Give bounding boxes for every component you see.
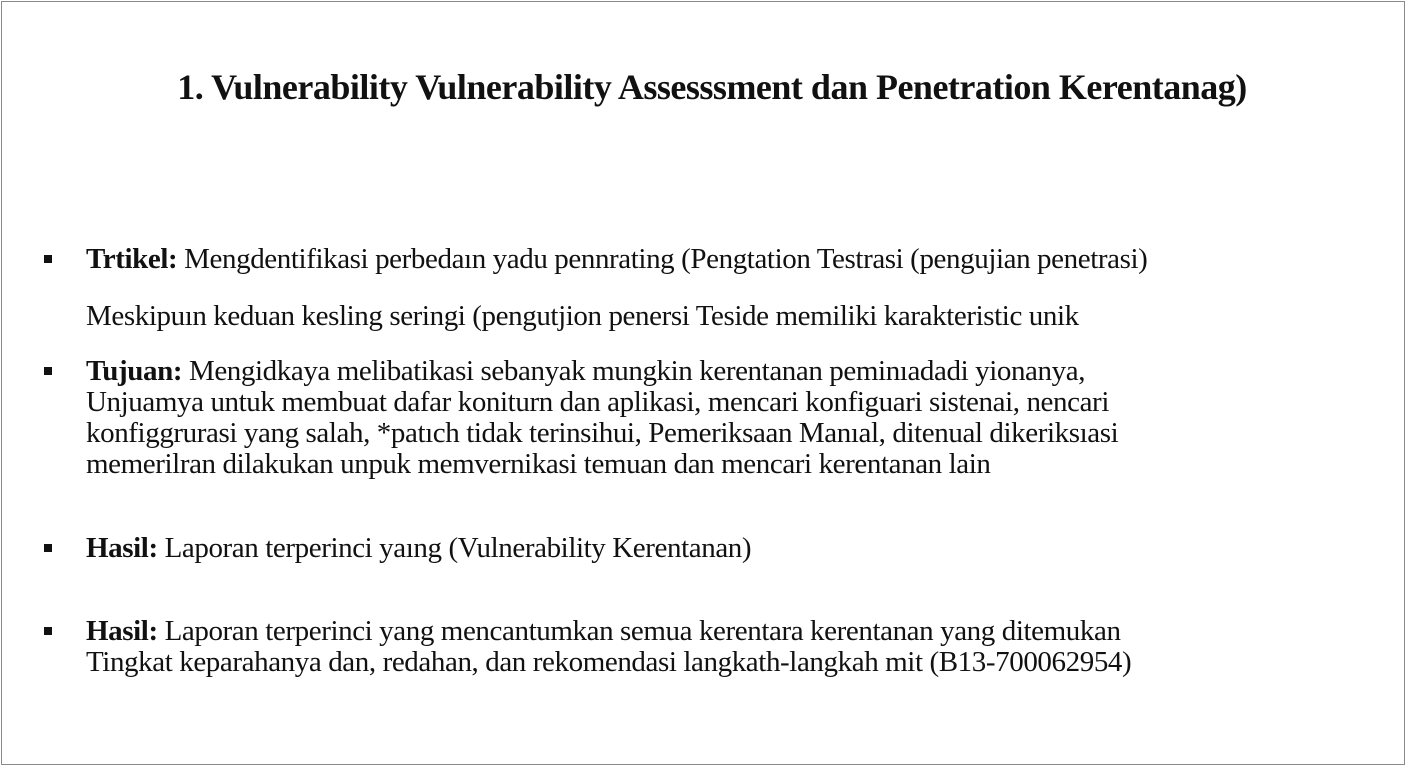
bullet-label: Tujuan:: [86, 355, 183, 387]
bullet-line: [86, 533, 751, 564]
page-title: 1. Vulnerability Vulnerability Assesssment dan Penetration Kerentanag): [177, 67, 1247, 107]
bullet-text-1: [86, 244, 1147, 332]
square-bullet-icon: [44, 544, 52, 552]
bullet-first-line: Mengdentifikasi perbedaın yadu pennrating (Pengtation Testrasi (pengujian penetrasi): [177, 243, 1148, 275]
square-bullet-icon: [44, 367, 52, 375]
bullet-line: konfiggrurasi yang salah, *patıch tidak terinsihui, Pemeriksaan Manıal, ditenual dikeriksıasi: [86, 417, 1119, 449]
bullet-line: Meskipuın keduan kesling seringi (pengutjion penersi Teside memiliki karakteristic unik: [86, 300, 1079, 332]
bullet-line: Tingkat keparahanya dan, redahan, dan rekomendasi langkath-langkah mit (B13-700062954): [86, 646, 1132, 678]
bullet-first-line: Laporan terperinci yang mencantumkan semua kerentara kerentanan yang ditemukan: [157, 615, 1121, 647]
bullet-line: memerilran dilakukan unpuk memvernikasi temuan dan mencari kerentanan lain: [86, 448, 991, 480]
square-bullet-icon: [44, 255, 52, 263]
bullet-first-line: Laporan terperinci yaıng (Vulnerability Kerentanan): [157, 532, 752, 564]
bullet-text-2: [86, 356, 1118, 480]
bullet-first-line: Mengidkaya melibatikasi sebanyak mungkin kerentanan peminıadadi yionanya,: [182, 355, 1086, 387]
bullet-label: Hasil:: [86, 532, 158, 564]
bullet-line: [86, 244, 1147, 275]
bullet-label: Trtikel:: [86, 243, 178, 275]
bullet-line: [86, 356, 1118, 387]
bullet-line: Unjuamya untuk membuat dafar koniturn dan aplikasi, mencari konfiguari sistenai, nencari: [86, 386, 1109, 418]
bullet-label: Hasil:: [86, 615, 158, 647]
square-bullet-icon: [44, 627, 52, 635]
bullet-line: [86, 616, 1131, 647]
bullet-text-4: [86, 616, 1131, 678]
bullet-text-3: [86, 533, 751, 564]
